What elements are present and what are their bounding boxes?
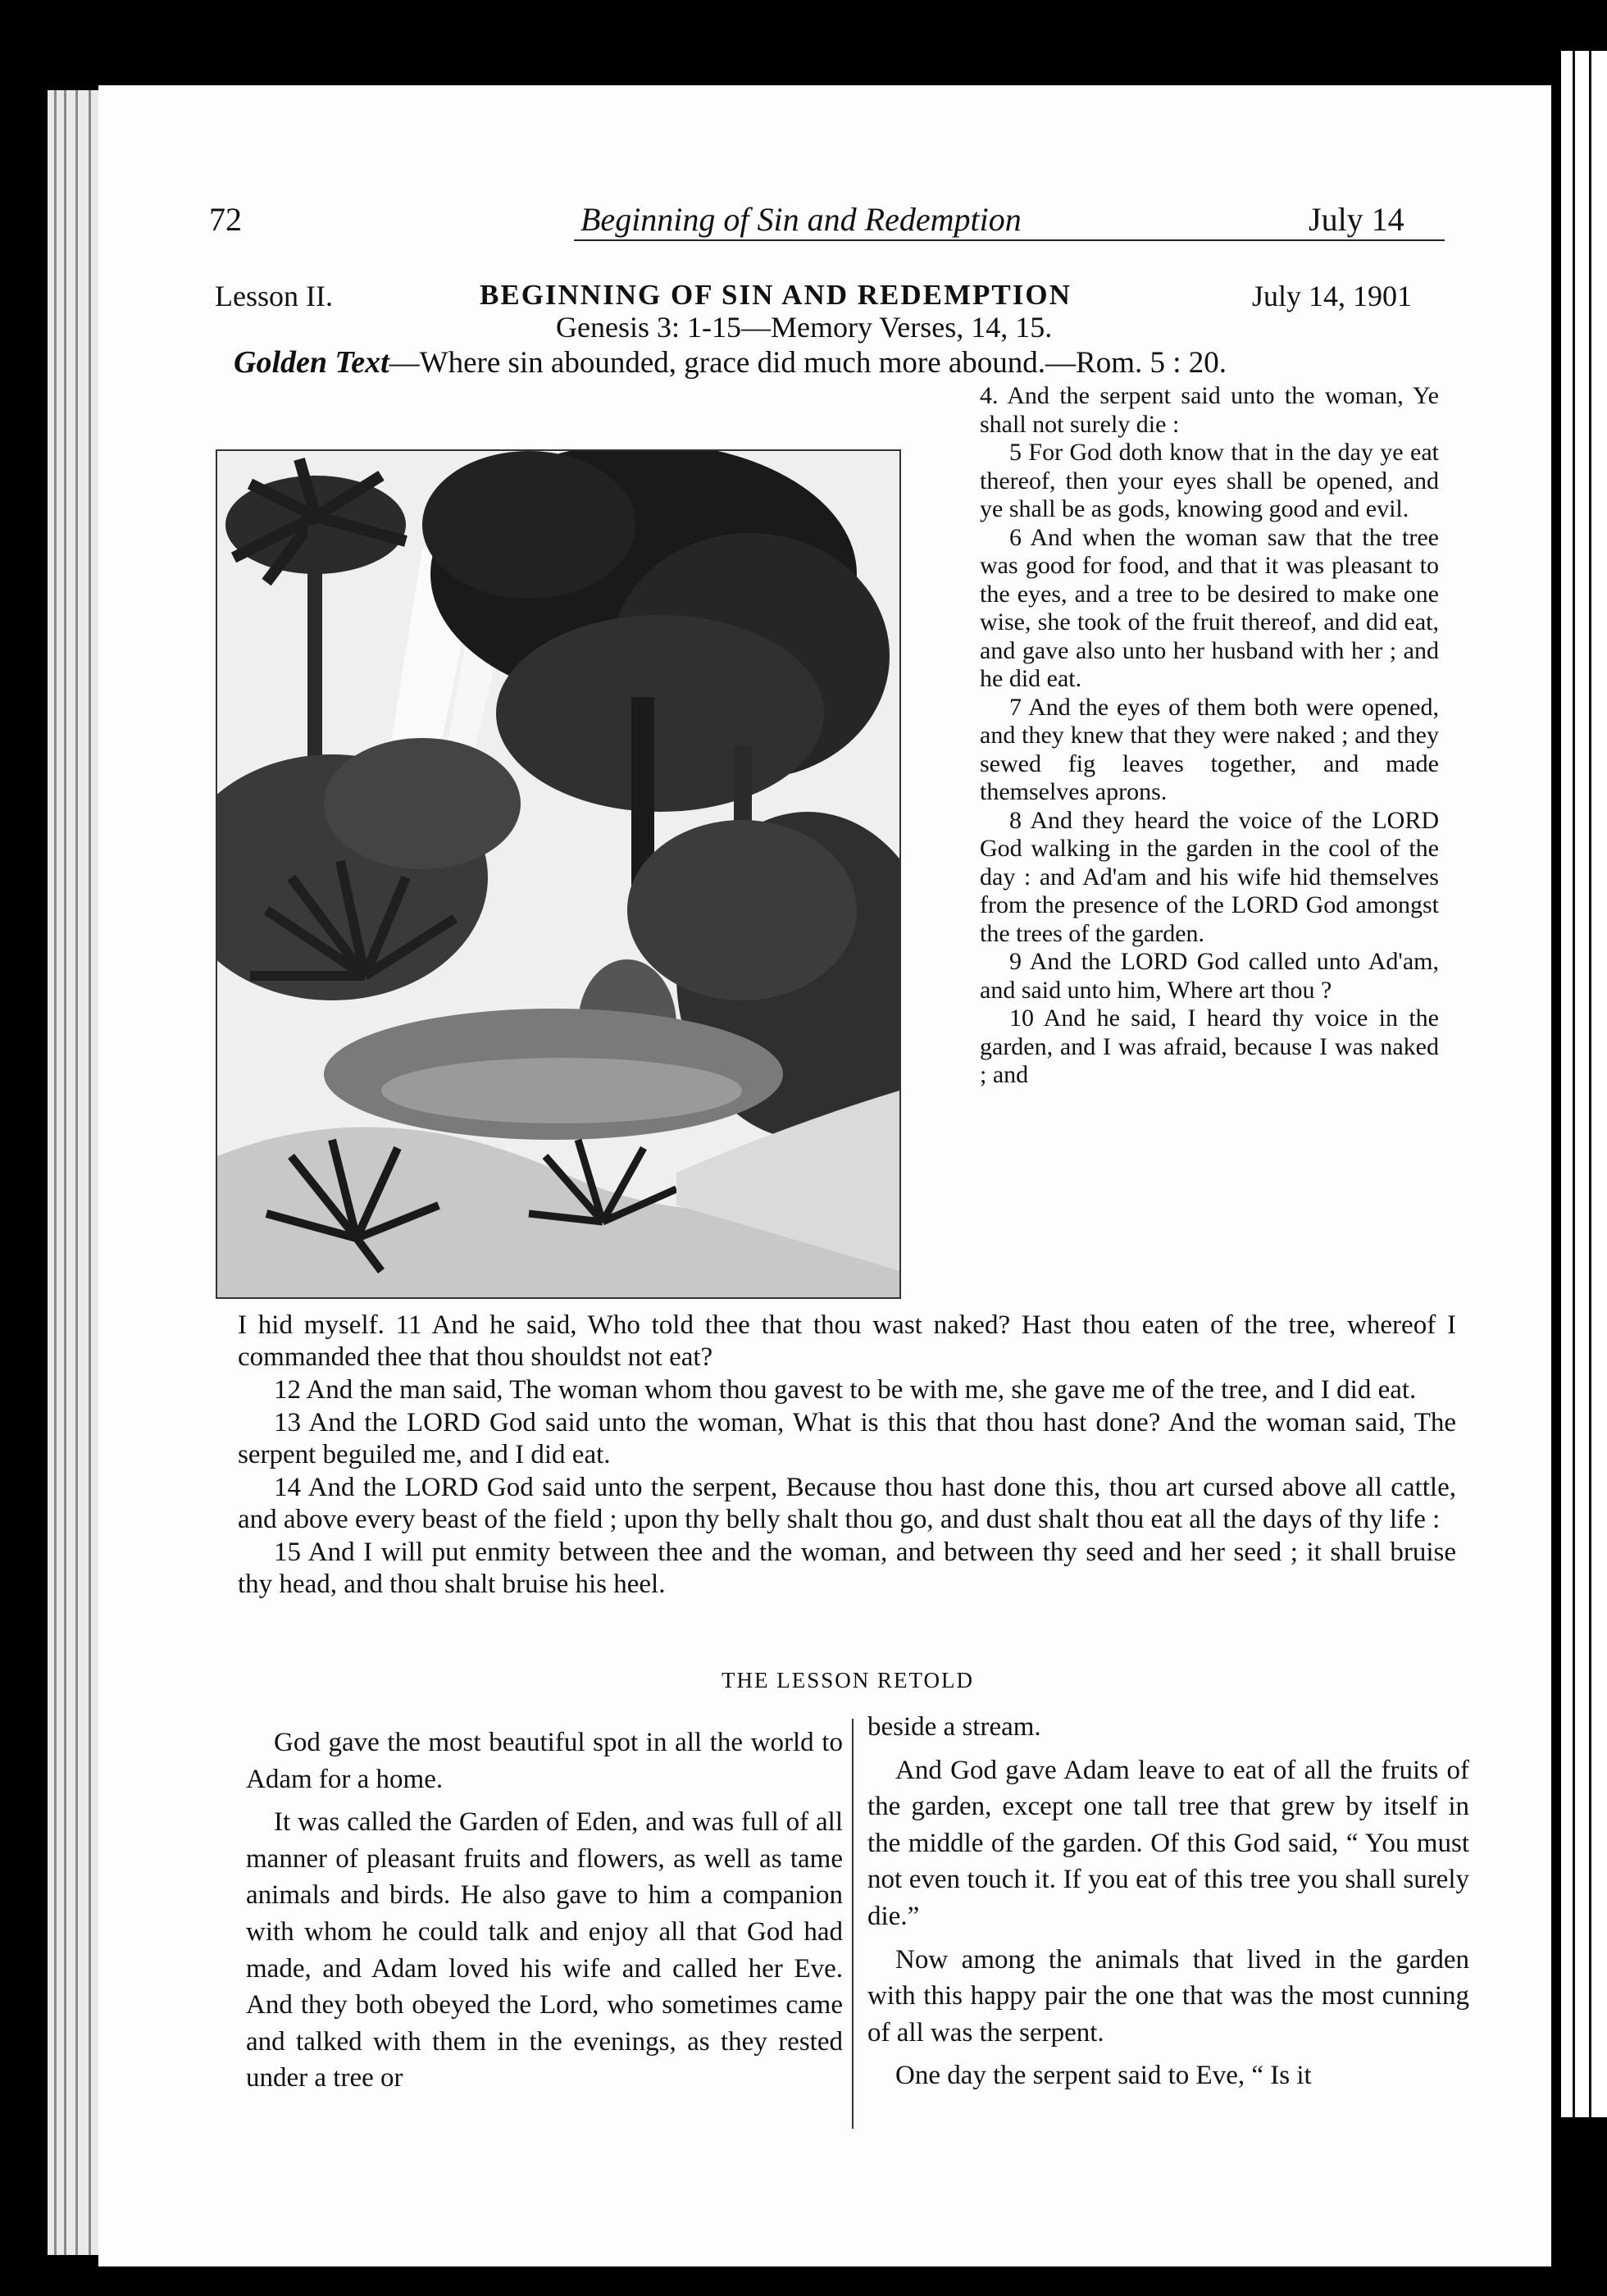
verse-5: 5 For God doth know that in the day ye eat thereof, then your eyes shall be opened, and ye shall be as gods, knowing good and evil. <box>980 439 1439 522</box>
verse-4: 4. And the serpent said unto the woman, Ye shall not surely die : <box>980 382 1439 438</box>
verses-side-column <box>980 382 1439 1090</box>
scripture-reference: Genesis 3: 1-15—Memory Verses, 14, 15. <box>556 311 1053 344</box>
verse-10-11: I hid myself. 11 And he said, Who told thee that thou wast naked? Hast thou eaten of the tree, whereof I commanded thee that thou shouldst not eat? <box>238 1310 1456 1372</box>
verses-wide <box>238 1310 1456 1601</box>
retold-right-paragraph-3: One day the serpent said to Eve, “ Is it <box>895 2061 1312 2091</box>
retold-right-paragraph-2: Now among the animals that lived in the garden with this happy pair the one that was the most cunning of all was the serpent. <box>867 1944 1469 2048</box>
column-divider <box>852 1719 854 2129</box>
lesson-title: BEGINNING OF SIN AND REDEMPTION <box>480 279 1072 311</box>
golden-text <box>234 344 1227 380</box>
right-book-edge <box>1561 51 1607 2117</box>
running-title: Beginning of Sin and Redemption <box>580 201 1022 238</box>
retold-left-paragraph-2: It was called the Garden of Eden, and was full of all manner of pleasant fruits and flowers, as well as tame animals and birds. He also gave to him a companion with whom he could talk and enjoy all that God had made, and Adam loved his wife and called her Eve. And they both obeyed the Lord, who sometimes came and talked with them in the evenings, as they rested under a tree or <box>246 1807 843 2093</box>
verse-15: 15 And I will put enmity between thee and the woman, and between thy seed and her seed ; it shall bruise thy head, and thou shalt bruise his heel. <box>238 1538 1456 1599</box>
retold-left-paragraph-1: God gave the most beautiful spot in all the world to Adam for a home. <box>246 1728 843 1794</box>
verse-8: 8 And they heard the voice of the LORD God walking in the garden in the cool of the day : and Ad'am and his wife hid themselves from the presence of the LORD God amongst the trees of the garden. <box>980 806 1439 947</box>
lesson-date: July 14, 1901 <box>1252 280 1413 312</box>
golden-text-verse: —Where sin abounded, grace did much more abound.—Rom. 5 : 20. <box>389 346 1227 380</box>
verse-10: 10 And he said, I heard thy voice in the garden, and I was afraid, because I was naked ; and <box>980 1004 1439 1088</box>
header-date: July 14 <box>1309 201 1404 238</box>
page-number: 72 <box>209 201 242 238</box>
lesson-retold-heading: THE LESSON RETOLD <box>722 1668 974 1692</box>
golden-text-label: Golden Text <box>234 345 389 380</box>
garden-illustration <box>216 449 901 1299</box>
verse-6: 6 And when the woman saw that the tree was good for food, and that it was pleasant to the eyes, and a tree to be desired to make one wise, she took of the fruit thereof, and did eat, and gave also unto her husband with her ; and he did eat. <box>980 523 1439 692</box>
retold-right-continuation: beside a stream. <box>867 1712 1041 1742</box>
retold-left-column <box>246 1724 843 2103</box>
header-rule <box>574 239 1445 241</box>
retold-right-paragraph-1: And God gave Adam leave to eat of all the fruits of the garden, except one tall tree that grew by itself in the middle of the garden. Of this God said, “ You must not even touch it. If you eat of this tree you shall surely die.” <box>867 1755 1469 1931</box>
verse-13: 13 And the LORD God said unto the woman, What is this that thou hast done? And the woman said, The serpent beguiled me, and I did eat. <box>238 1408 1456 1469</box>
verse-12: 12 And the man said, The woman whom thou gavest to be with me, she gave me of the tree, and I did eat. <box>274 1375 1417 1405</box>
verse-14: 14 And the LORD God said unto the serpent, Because thou hast done this, thou art cursed above all cattle, and above every beast of the field ; upon thy belly shalt thou go, and dust shalt thou eat all the days of thy life : <box>238 1473 1456 1534</box>
lesson-number: Lesson II. <box>215 280 333 312</box>
verse-7: 7 And the eyes of them both were opened, and they knew that they were naked ; and they sewed fig leaves together, and made themselves aprons. <box>980 693 1439 805</box>
verse-9: 9 And the LORD God called unto Ad'am, and said unto him, Where art thou ? <box>980 948 1439 1004</box>
retold-right-column <box>867 1709 1469 2101</box>
